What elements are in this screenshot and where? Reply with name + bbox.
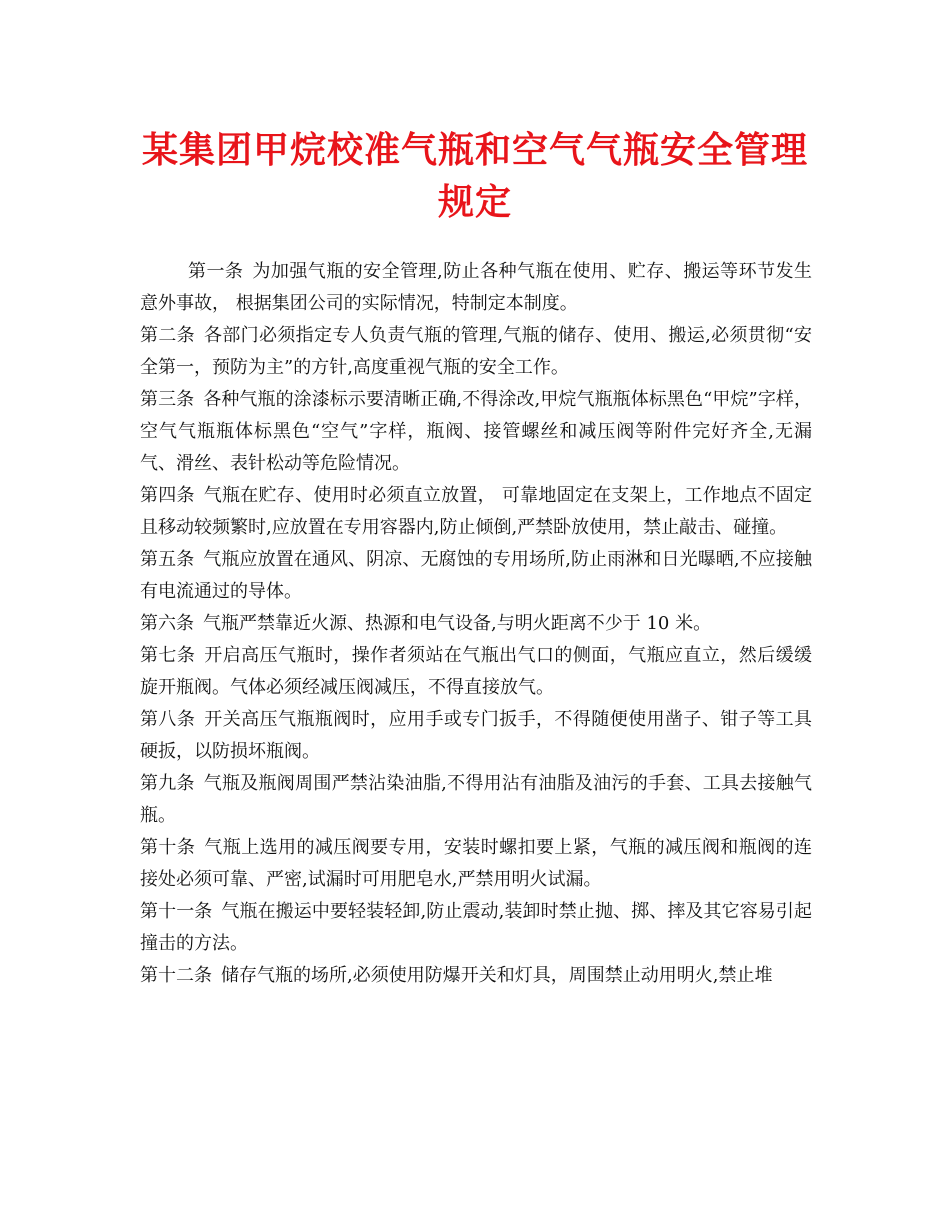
article-4 xyxy=(140,480,812,544)
article-number: 第三条 xyxy=(140,389,195,410)
article-number: 第八条 xyxy=(140,709,196,730)
article-number: 第二条 xyxy=(140,325,196,346)
article-number: 第十二条 xyxy=(140,965,212,986)
article-number: 第七条 xyxy=(140,645,196,666)
article-number: 第十条 xyxy=(140,837,196,858)
article-text: 开启高压气瓶时，操作者须站在气瓶出气口的侧面，气瓶应直立，然后缓缓旋开瓶阀。气体必须经减压阀减压，不得直接放气。 xyxy=(140,645,813,698)
article-number: 第四条 xyxy=(140,485,195,506)
article-2 xyxy=(140,320,812,384)
article-text: 气瓶严禁靠近火源、热源和电气设备,与明火距离不少于 10 米。 xyxy=(203,613,712,634)
article-10 xyxy=(140,832,812,896)
article-text: 气瓶及瓶阀周围严禁沾染油脂,不得用沾有油脂及油污的手套、工具去接触气瓶。 xyxy=(140,773,813,826)
article-text: 各部门必须指定专人负责气瓶的管理,气瓶的储存、使用、搬运,必须贯彻“安全第一，预防为主”的方针,高度重视气瓶的安全工作。 xyxy=(140,325,813,378)
document-title: 某集团甲烷校准气瓶和空气气瓶安全管理规定 xyxy=(141,129,808,223)
document-body xyxy=(140,256,812,992)
article-text: 开关高压气瓶瓶阀时，应用手或专门扳手，不得随便使用凿子、钳子等工具硬扳，以防损坏瓶阀。 xyxy=(140,709,813,762)
article-11 xyxy=(140,896,812,960)
article-9 xyxy=(140,768,812,832)
article-text: 为加强气瓶的安全管理,防止各种气瓶在使用、贮存、搬运等环节发生意外事故， 根据集团公司的实际情况，特制定本制度。 xyxy=(140,261,813,314)
article-number: 第一条 xyxy=(188,261,244,282)
article-number: 第五条 xyxy=(140,549,195,570)
article-text: 气瓶上选用的减压阀要专用，安装时螺扣要上紧，气瓶的减压阀和瓶阀的连接处必须可靠、严密,试漏时可用肥皂水,严禁用明火试漏。 xyxy=(140,837,813,890)
article-text: 储存气瓶的场所,必须使用防爆开关和灯具，周围禁止动用明火,禁止堆 xyxy=(221,965,773,986)
article-5 xyxy=(140,544,812,608)
article-text: 气瓶在搬运中要轻装轻卸,防止震动,装卸时禁止抛、掷、摔及其它容易引起撞击的方法。 xyxy=(140,901,812,954)
article-text: 气瓶应放置在通风、阴凉、无腐蚀的专用场所,防止雨淋和日光曝晒,不应接触有电流通过的导体。 xyxy=(140,549,812,602)
article-3 xyxy=(140,384,812,480)
article-12 xyxy=(140,960,812,992)
article-number: 第九条 xyxy=(140,773,195,794)
article-text: 气瓶在贮存、使用时必须直立放置， 可靠地固定在支架上，工作地点不固定且移动较频繁时,应放置在专用容器内,防止倾倒,严禁卧放使用，禁止敲击、碰撞。 xyxy=(140,485,813,538)
article-6 xyxy=(140,608,812,640)
article-number: 第十一条 xyxy=(140,901,213,922)
article-7 xyxy=(140,640,812,704)
article-text: 各种气瓶的涂漆标示要清晰正确,不得涂改,甲烷气瓶瓶体标黑色“甲烷”字样，空气气瓶瓶体标黑色“空气”字样，瓶阀、接管螺丝和减压阀等附件完好齐全,无漏气、滑丝、表针松动等危险情况。 xyxy=(140,389,812,474)
article-8 xyxy=(140,704,812,768)
article-1 xyxy=(140,256,812,320)
article-number: 第六条 xyxy=(140,613,194,634)
